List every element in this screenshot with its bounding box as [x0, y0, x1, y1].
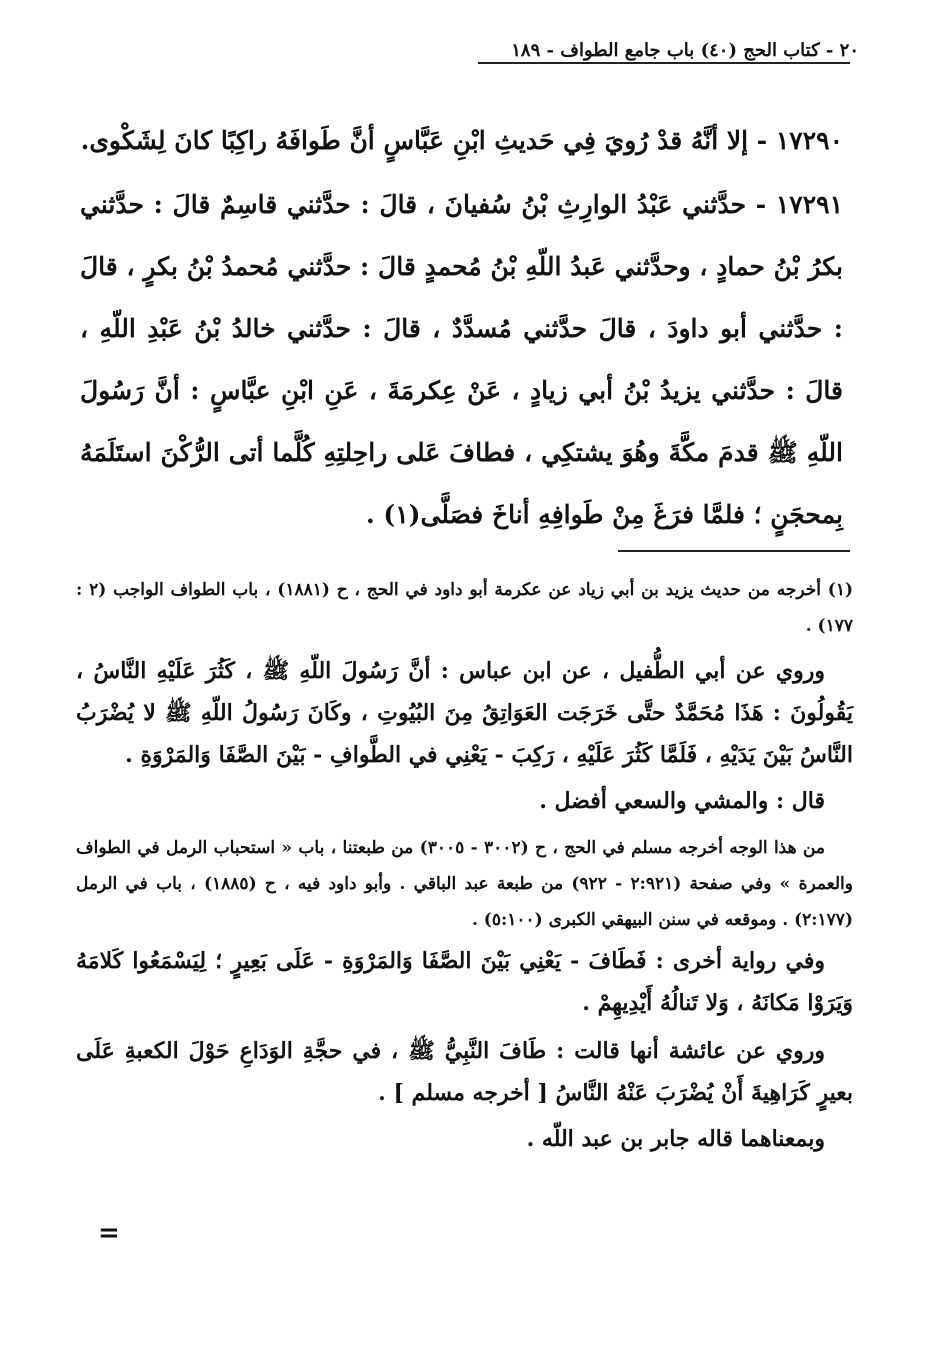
- notes-section: [76, 572, 853, 1160]
- note-qala: قال : والمشي والسعي أفضل .: [539, 788, 825, 814]
- note-jabir: وبمعناهما قاله جابر بن عبد اللّه .: [526, 1126, 825, 1152]
- note-wajh: من هذا الوجه أخرجه مسلم في الحج ، ح (٣٠٠٢ - ٣٠٠٥) من طبعتنا ، باب « استحباب الرمل في الطواف والعمرة » وفي صفحة (٢:٩٢١ - ٩٢٢) من طبعة عبد الباقي . وأبو داود فيه ، ح (١٨٨٥) ، باب في الرمل (٢:١٧٧) . وموقعه في سنن البيهقي الكبرى (٥:١٠٠) .: [76, 838, 853, 930]
- hadith-17291: ١٧٢٩١ - حدَّثني عَبْدُ الوارِثِ بْنُ سُفيانَ ، قالَ : حدَّثني قاسِمٌ قالَ : حدَّثني بكرُ بْنُ حمادٍ ، وحدَّثني عَبدُ اللّهِ بْنُ مُحمدٍ قالَ : حدَّثني مُحمدُ بْنُ بكرٍ ، قالَ : حدَّثني أبو داودَ ، قالَ حدَّثني مُسدَّدٌ ، قالَ : حدَّثني خالدُ بْنُ عَبْدِ اللّهِ ، قالَ : حدَّثني يزيدُ بْنُ أبي زيادٍ ، عَنْ عِكرمَةَ ، عَنِ ابْنِ عبَّاسٍ : أنَّ رَسُولَ اللّهِ ﷺ قدمَ مكَّةَ وهُوَ يشتكِي ، فطافَ عَلى راحِلتِهِ كُلَّما أتى الرُّكْنَ استَلَمَهُ بِمحجَنٍ ؛ فلمَّا فرَغَ مِنْ طَوافِهِ أناخَ فصَلَّى(١) .: [80, 190, 843, 529]
- footnote-1: (١) أخرجه من حديث يزيد بن أبي زياد عن عكرمة أبو داود في الحج ، ح (١٨٨١) ، باب الطواف الواجب (٢ : ١٧٧) .: [76, 580, 853, 636]
- footnote-rule: [618, 550, 850, 552]
- note-tufayl: وروي عن أبي الطُّفيل ، عن ابن عباس : أنَّ رَسُولَ اللّهِ ﷺ ، كَثُرَ عَلَيْهِ النَّاسُ ، يَقُولُونَ : هَذَا مُحَمَّدٌ حتَّى خَرَجَت العَوَاتِقُ مِنَ البُيُوتِ ، وكَانَ رَسُولُ اللّهِ ﷺ لا يُضْرَبُ النَّاسُ بَيْنَ يَدَيْهِ ، فَلَمَّا كَثُرَ عَلَيْهِ ، رَكِبَ - يَعْنِي في الطَّوافِ - بَيْنَ الصَّفَا وَالمَرْوَةِ .: [76, 658, 853, 768]
- hadith-17290: ١٧٢٩٠ - إلا أنَّهُ قدْ رُويَ فِي حَديثِ ابْنِ عَبَّاسٍ أنَّ طَوافَهُ راكِبًا كانَ لِشَكْوى.: [80, 126, 843, 155]
- note-riwaya: وفي رواية أخرى : فَطَافَ - يَعْنِي بَيْنَ الصَّفَا وَالمَرْوَةِ - عَلَى بَعِيرٍ ؛ لِيَسْمَعُوا كَلامَهُ وَيَرَوْا مَكانَهُ ، وَلا تَنالُهُ أَيْدِيهِمْ .: [76, 948, 853, 1016]
- note-aisha: وروي عن عائشة أنها قالت : طَافَ النَّبِيُّ ﷺ ، في حجَّةِ الوَدَاعِ حَوْلَ الكعبةِ عَلَى بعيرٍ كَرَاهِيةَ أَنْ يُضْرَبَ عَنْهُ النَّاسُ [ أخرجه مسلم ] .: [76, 1038, 853, 1106]
- main-text: [80, 110, 843, 546]
- continuation-mark: =: [98, 1218, 120, 1248]
- header-rule: [478, 62, 850, 64]
- running-head: ٢٠ - كتاب الحج (٤٠) باب جامع الطواف - ١٨٩: [511, 40, 859, 61]
